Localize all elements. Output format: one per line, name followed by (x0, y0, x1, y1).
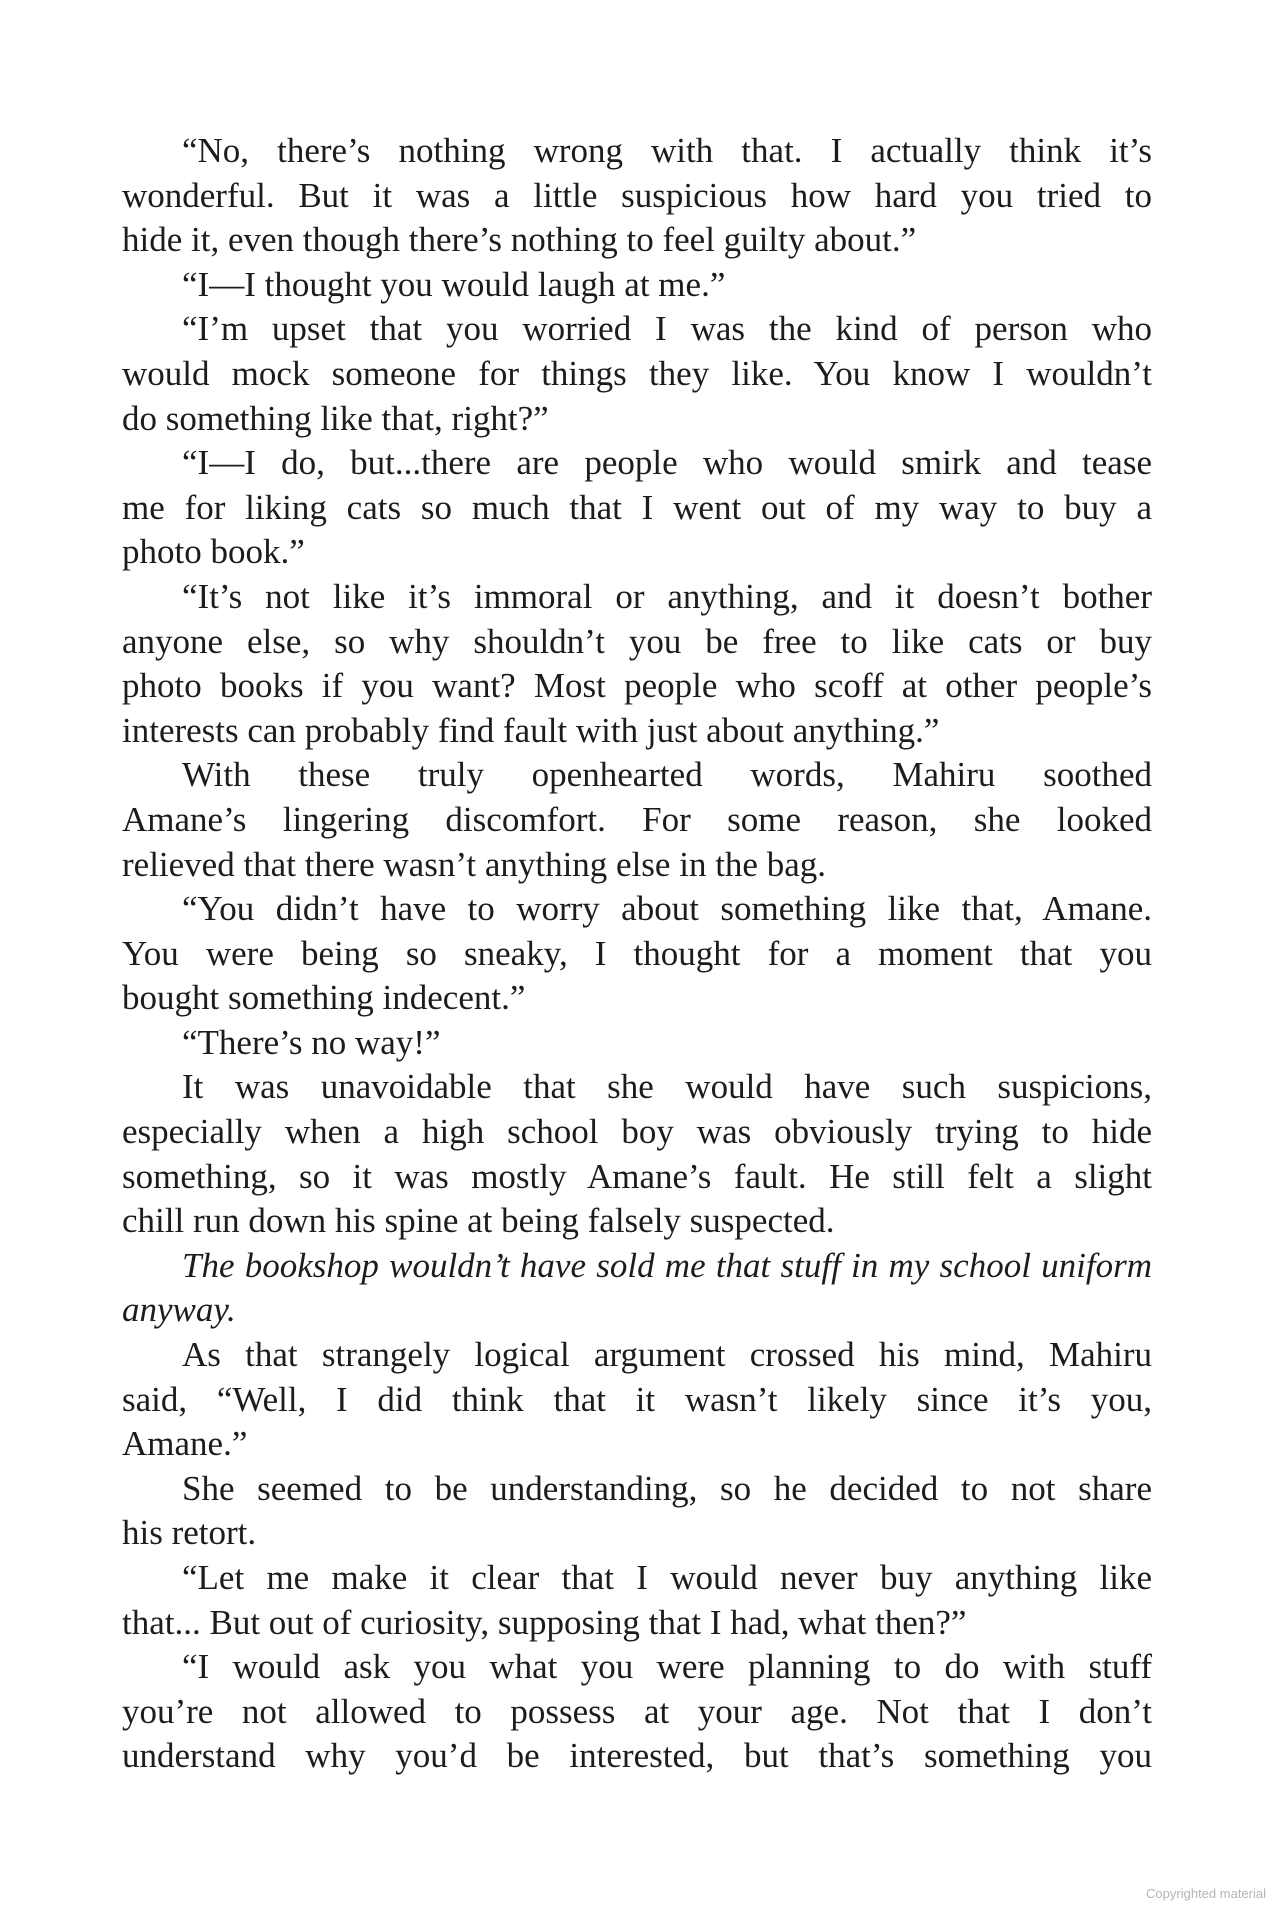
text-line: you’re not allowed to possess at your age. Not that I don’t (122, 1691, 1152, 1731)
paragraph (122, 575, 1152, 753)
book-page-text (122, 129, 1152, 1779)
paragraph (122, 1556, 1152, 1645)
text-line: said, “Well, I did think that it wasn’t likely since it’s you, (122, 1379, 1152, 1419)
text-line: Amane.” (122, 1424, 248, 1464)
text-line: As that strangely logical argument crossed his mind, Mahiru (182, 1335, 1152, 1375)
text-line: “No, there’s nothing wrong with that. I actually think it’s (182, 131, 1152, 170)
copyright-watermark: Copyrighted material (1146, 1886, 1266, 1901)
text-line: She seemed to be understanding, so he decided to not share (182, 1468, 1152, 1508)
paragraph (122, 1021, 1152, 1066)
text-line: interests can probably find fault with just about anything.” (122, 710, 940, 750)
text-line: It was unavoidable that she would have such suspicions, (182, 1067, 1152, 1107)
paragraph (122, 1333, 1152, 1467)
text-line: photo book.” (122, 532, 305, 572)
text-line: With these truly openhearted words, Mahiru soothed (182, 755, 1152, 795)
text-line: hide it, even though there’s nothing to feel guilty about.” (122, 220, 917, 260)
paragraph (122, 263, 1152, 308)
paragraph (122, 129, 1152, 263)
text-line: especially when a high school boy was obviously trying to hide (122, 1112, 1152, 1152)
text-line: chill run down his spine at being falsely suspected. (122, 1201, 835, 1241)
paragraph (122, 1065, 1152, 1243)
text-line: “You didn’t have to worry about something like that, Amane. (182, 889, 1152, 929)
text-line: understand why you’d be interested, but that’s something you (122, 1736, 1152, 1776)
text-line: would mock someone for things they like. You know I wouldn’t (122, 353, 1152, 393)
text-line: his retort. (122, 1513, 257, 1553)
paragraph (122, 307, 1152, 441)
paragraph (122, 1244, 1152, 1333)
text-line: photo books if you want? Most people who scoff at other people’s (122, 666, 1152, 706)
text-line: “I’m upset that you worried I was the kind of person who (182, 309, 1152, 349)
text-line: do something like that, right?” (122, 398, 549, 438)
paragraph (122, 441, 1152, 575)
text-line: relieved that there wasn’t anything else in the bag. (122, 844, 826, 884)
text-line: “Let me make it clear that I would never buy anything like (182, 1558, 1152, 1597)
text-line: wonderful. But it was a little suspicious how hard you tried to (122, 175, 1152, 215)
text-line: anyone else, so why shouldn’t you be free to like cats or buy (122, 621, 1152, 661)
text-line: anyway. (122, 1290, 236, 1330)
paragraph (122, 753, 1152, 887)
text-line: “I—I thought you would laugh at me.” (182, 264, 726, 304)
text-line: You were being so sneaky, I thought for a moment that you (122, 933, 1152, 973)
text-line: “I—I do, but...there are people who would smirk and tease (182, 443, 1152, 483)
paragraph (122, 1467, 1152, 1556)
text-line: “It’s not like it’s immoral or anything, and it doesn’t bother (182, 576, 1152, 616)
paragraph (122, 1645, 1152, 1779)
text-line: me for liking cats so much that I went out of my way to buy a (122, 487, 1152, 527)
text-line: bought something indecent.” (122, 978, 526, 1018)
text-line: “There’s no way!” (182, 1022, 441, 1062)
text-line: The bookshop wouldn’t have sold me that stuff in my school uniform (182, 1245, 1152, 1285)
text-line: that... But out of curiosity, supposing that I had, what then?” (122, 1602, 967, 1642)
text-line: something, so it was mostly Amane’s fault. He still felt a slight (122, 1156, 1152, 1196)
text-line: “I would ask you what you were planning to do with stuff (182, 1647, 1152, 1687)
text-line: Amane’s lingering discomfort. For some reason, she looked (122, 799, 1152, 839)
paragraph (122, 887, 1152, 1021)
